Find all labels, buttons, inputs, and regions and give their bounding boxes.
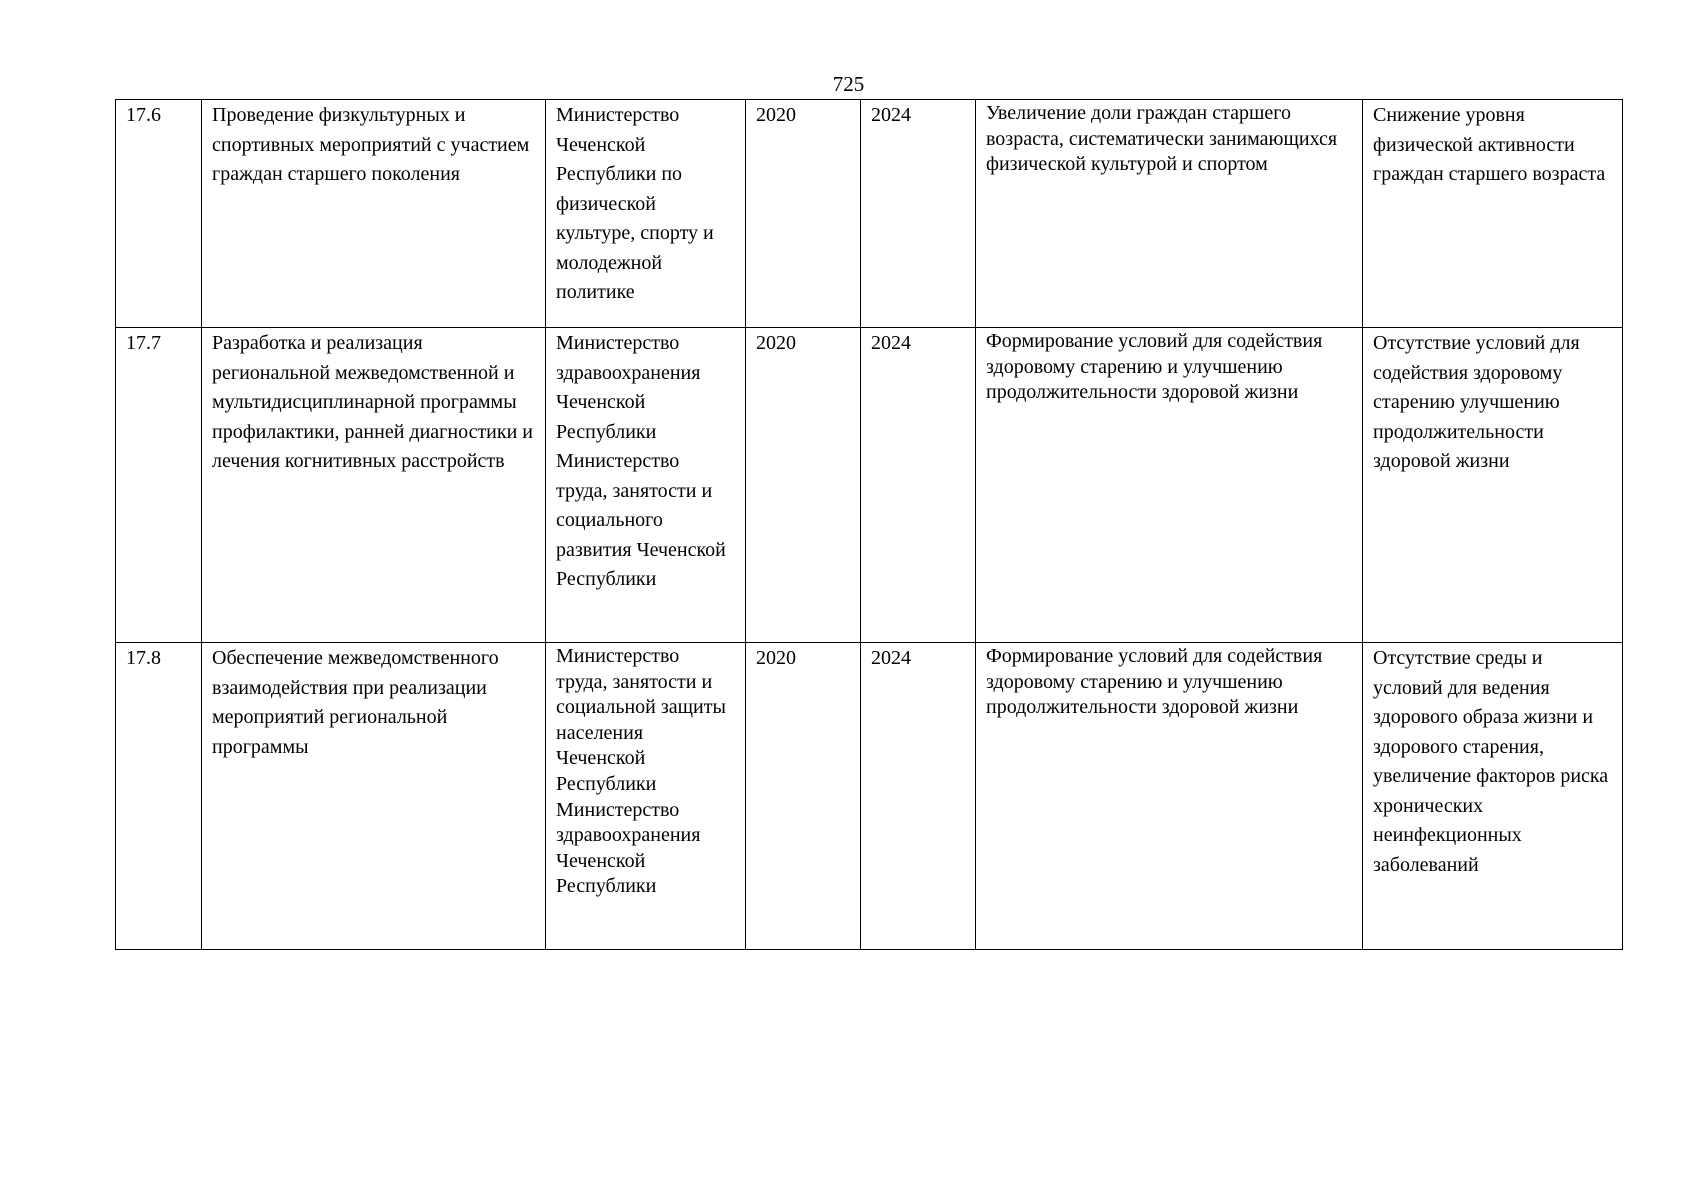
consequence-cell: Отсутствие среды и условий для ведения здорового образа жизни и здорового старения, увеличение факторов риска хронических неинфекционных заболеваний	[1363, 643, 1623, 950]
start-year-cell: 2020	[746, 328, 861, 643]
row-number: 17.6	[116, 100, 202, 328]
expected-result-cell: Увеличение доли граждан старшего возраста, систематически занимающихся физической культурой и спортом	[976, 100, 1363, 328]
row-number: 17.7	[116, 328, 202, 643]
consequence-cell: Отсутствие условий для содействия здоровому старению улучшению продолжительности здоровой жизни	[1363, 328, 1623, 643]
table-row	[116, 328, 1623, 643]
measures-table	[115, 99, 1623, 950]
executor-cell: Министерство Чеченской Республики по физической культуре, спорту и молодежной политике	[546, 100, 746, 328]
end-year-cell: 2024	[861, 100, 976, 328]
end-year-cell: 2024	[861, 643, 976, 950]
start-year-cell: 2020	[746, 100, 861, 328]
table-row	[116, 643, 1623, 950]
table-row	[116, 100, 1623, 328]
page-number: 725	[832, 72, 865, 96]
consequence-cell: Снижение уровня физической активности граждан старшего возраста	[1363, 100, 1623, 328]
start-year-cell: 2020	[746, 643, 861, 950]
executor-cell: Министерство труда, занятости и социальной защиты населения Чеченской Республики Министерство здравоохранения Чеченской Республики	[546, 643, 746, 950]
event-cell: Разработка и реализация региональной межведомственной и мультидисциплинарной программы профилактики, ранней диагностики и лечения когнитивных расстройств	[202, 328, 546, 643]
expected-result-cell: Формирование условий для содействия здоровому старению и улучшению продолжительности здоровой жизни	[976, 328, 1363, 643]
row-number: 17.8	[116, 643, 202, 950]
event-cell: Проведение физкультурных и спортивных мероприятий с участием граждан старшего поколения	[202, 100, 546, 328]
end-year-cell: 2024	[861, 328, 976, 643]
executor-cell: Министерство здравоохранения Чеченской Республики Министерство труда, занятости и социального развития Чеченской Республики	[546, 328, 746, 643]
expected-result-cell: Формирование условий для содействия здоровому старению и улучшению продолжительности здоровой жизни	[976, 643, 1363, 950]
event-cell: Обеспечение межведомственного взаимодействия при реализации мероприятий региональной программы	[202, 643, 546, 950]
